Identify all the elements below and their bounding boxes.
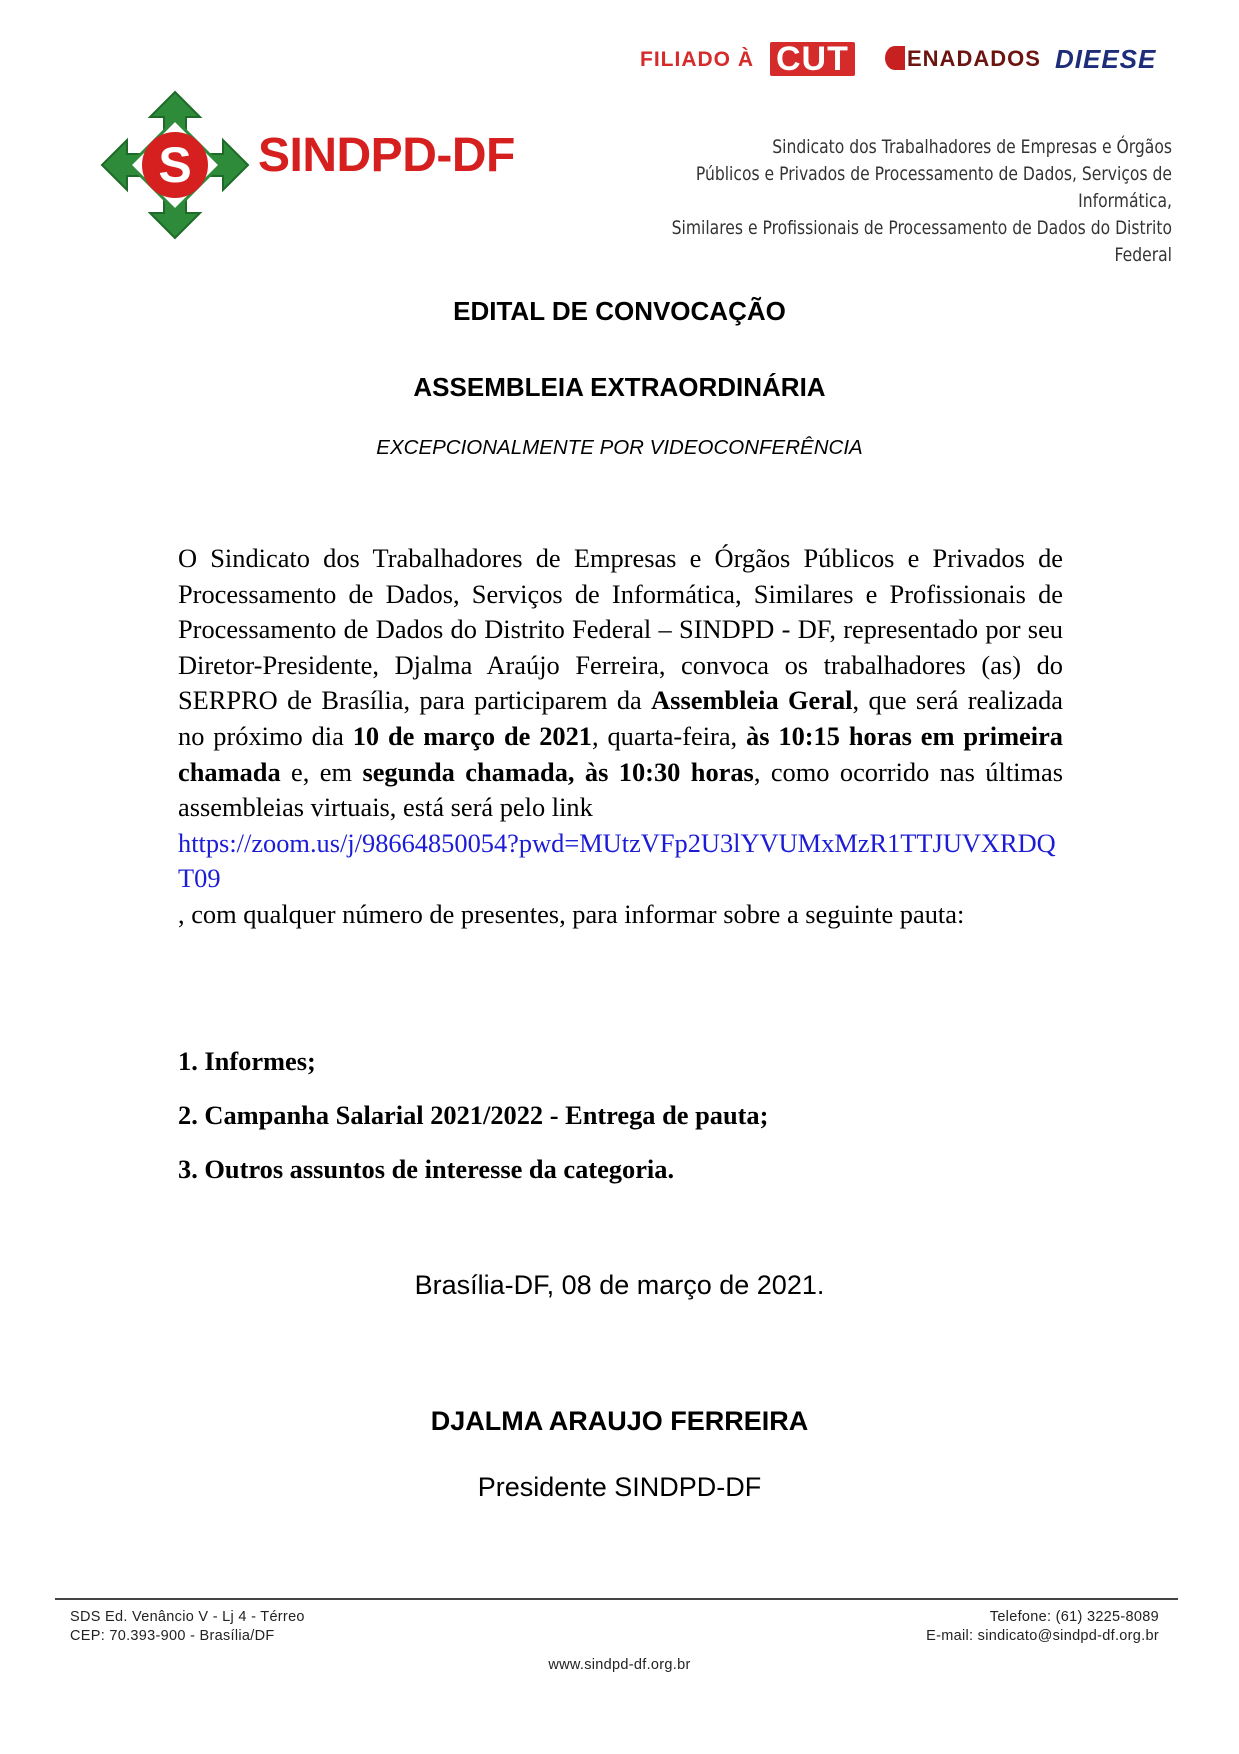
- first-call-time: às 10:15 horas em primeira chamada: [178, 720, 1064, 787]
- agenda-list: [178, 1046, 1063, 1208]
- org-line: Públicos e Privados de Processamento de Dados, Serviços de Informática,: [695, 163, 1172, 212]
- second-call-time: segunda chamada, às 10:30 horas: [362, 756, 754, 787]
- footer-address: [70, 1608, 305, 1646]
- document-subtitle: ASSEMBLEIA EXTRAORDINÁRIA: [413, 372, 826, 402]
- affiliation-bar: [640, 40, 1190, 80]
- fenadados-icon: [885, 46, 905, 70]
- agenda-item: 1. Informes;: [178, 1046, 316, 1076]
- agenda-item: 3. Outros assuntos de interesse da categoria.: [178, 1154, 675, 1184]
- sindpd-logo: [100, 90, 560, 240]
- text-segment: , quarta-feira,: [592, 720, 747, 751]
- signer-name: DJALMA ARAUJO FERREIRA: [430, 1406, 809, 1436]
- footer-divider: [55, 1598, 1178, 1600]
- place-and-date: Brasília-DF, 08 de março de 2021.: [414, 1270, 825, 1300]
- zoom-link[interactable]: https://zoom.us/j/98664850054?pwd=MUtzVFp2U3lYVUMxMzR1TTJUVXRDQT09: [178, 827, 1056, 894]
- meeting-format-note: EXCEPCIONALMENTE POR VIDEOCONFERÊNCIA: [376, 436, 863, 459]
- svg-text:S: S: [158, 137, 192, 193]
- fenadados-logo: ENADADOS: [885, 46, 1041, 72]
- meeting-date: 10 de março de 2021: [352, 720, 592, 751]
- text-segment: , como ocorrido nas últimas assembleias virtuais, está será pelo link: [178, 756, 1063, 823]
- dieese-logo: DIEESE: [1055, 44, 1157, 74]
- org-line: Similares e Profissionais de Processamento de Dados do Distrito Federal: [671, 217, 1172, 266]
- organization-full-name: [664, 134, 1172, 269]
- text-segment: , com qualquer número de presentes, para informar sobre a seguinte pauta:: [178, 898, 965, 929]
- convocation-paragraph: [178, 541, 1063, 933]
- text-segment: , que será realizada no próximo dia: [178, 685, 1063, 751]
- address-line: SDS Ed. Venâncio V - Lj 4 - Térreo: [70, 1609, 305, 1625]
- phone: Telefone: (61) 3225-8089: [989, 1609, 1159, 1625]
- affiliation-label: FILIADO À: [640, 48, 754, 71]
- document-title: EDITAL DE CONVOCAÇÃO: [453, 296, 786, 326]
- email: E-mail: sindicato@sindpd-df.org.br: [926, 1628, 1159, 1644]
- website: www.sindpd-df.org.br: [548, 1657, 691, 1673]
- address-line: CEP: 70.393-900 - Brasília/DF: [70, 1628, 275, 1644]
- footer-contact: [926, 1608, 1159, 1646]
- text-segment: O Sindicato dos Trabalhadores de Empresas e Órgãos Públicos e Privados de Processamento de Dados, Serviços de Informática, Similares e Profissionais de Processamento de Dados do Distrito Federal – SINDPD - DF, representado por seu Diretor-Presidente, Djalma Araújo Ferreira, convoca os trabalhadores (as) do SERPRO de Brasília, para participarem da: [178, 543, 1063, 716]
- org-line: Sindicato dos Trabalhadores de Empresas e Órgãos: [772, 136, 1172, 158]
- bold-segment: Assembleia Geral: [651, 685, 853, 716]
- text-segment: e, em: [280, 756, 363, 787]
- cut-logo: CUT: [770, 42, 855, 76]
- sindpd-emblem-icon: [100, 90, 250, 240]
- signer-role: Presidente SINDPD-DF: [477, 1472, 762, 1502]
- agenda-item: 2. Campanha Salarial 2021/2022 - Entrega de pauta;: [178, 1100, 769, 1130]
- brand-name: SINDPD-DF: [258, 129, 515, 182]
